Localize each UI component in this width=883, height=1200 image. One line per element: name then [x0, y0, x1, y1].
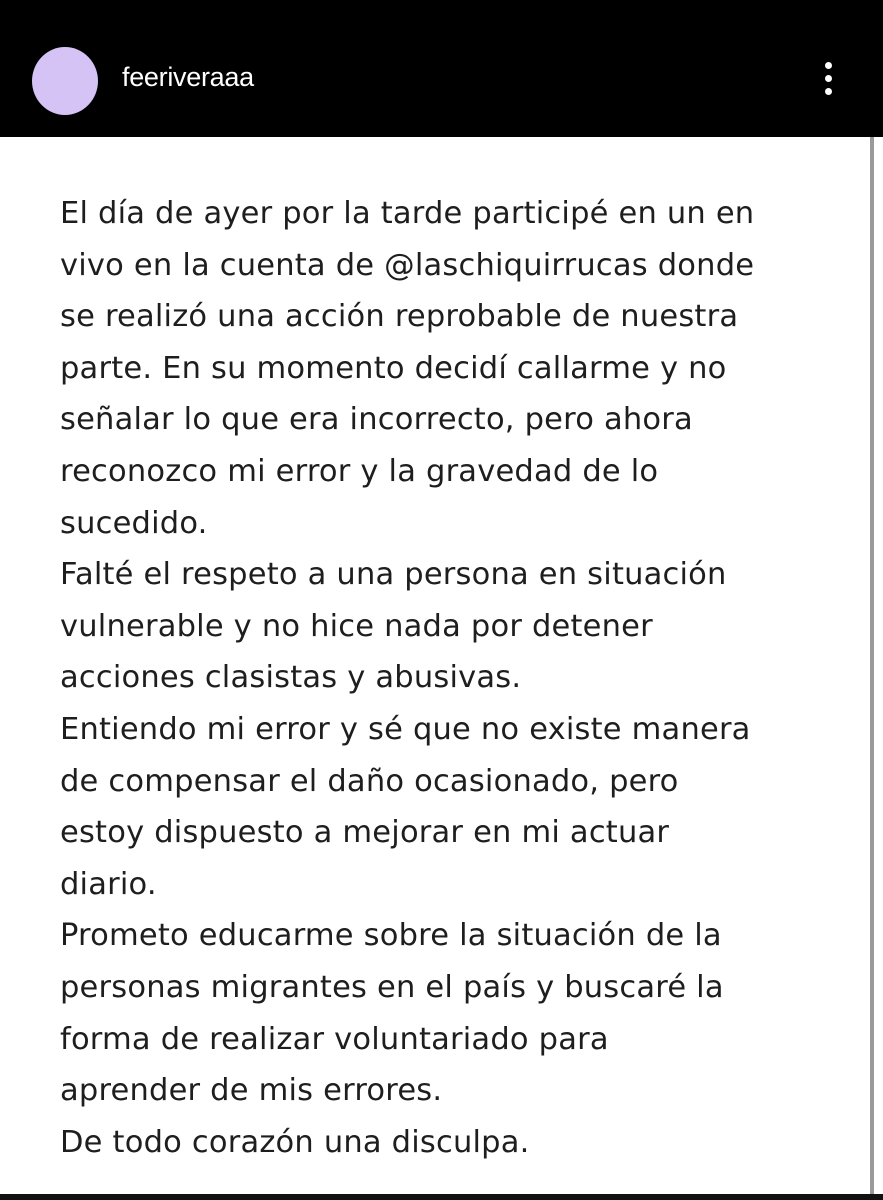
text-line: acciones clasistas y abusivas.: [60, 660, 522, 696]
text-line: diario.: [60, 866, 157, 902]
text-line: reconozco mi error y la gravedad de lo: [60, 453, 659, 489]
text-line: Entiendo mi error y sé que no existe manera: [60, 711, 751, 747]
text-line: aprender de mis errores.: [60, 1073, 443, 1109]
text-line: parte. En su momento decidí callarme y no: [60, 350, 727, 386]
text-line: estoy dispuesto a mejorar en mi actuar: [60, 815, 670, 851]
text-line: vivo en la cuenta de @laschiquirrucas donde: [60, 247, 755, 283]
scrollbar[interactable]: [870, 137, 874, 1197]
text-line: forma de realizar voluntariado para: [60, 1021, 609, 1057]
text-line: El día de ayer por la tarde participé en un en: [60, 196, 755, 231]
more-vertical-icon[interactable]: [818, 62, 838, 100]
bottom-divider: [0, 1194, 883, 1200]
post-header: [0, 0, 883, 137]
text-line: sucedido.: [60, 505, 208, 541]
text-line: Falté el respeto a una persona en situación: [60, 557, 727, 593]
text-line: vulnerable y no hice nada por detener: [60, 608, 653, 644]
text-line: personas migrantes en el país y buscaré la: [60, 969, 724, 1005]
text-line: de compensar el daño ocasionado, pero: [60, 763, 679, 799]
username[interactable]: feeriveraaa: [122, 62, 254, 92]
text-line: Prometo educarme sobre la situación de la: [60, 918, 722, 954]
avatar[interactable]: [32, 47, 98, 115]
post-text: [60, 188, 860, 1168]
text-line: señalar lo que era incorrecto, pero ahora: [60, 402, 693, 438]
text-line: se realizó una acción reprobable de nuestra: [60, 299, 739, 335]
text-line: De todo corazón una disculpa.: [60, 1124, 530, 1160]
